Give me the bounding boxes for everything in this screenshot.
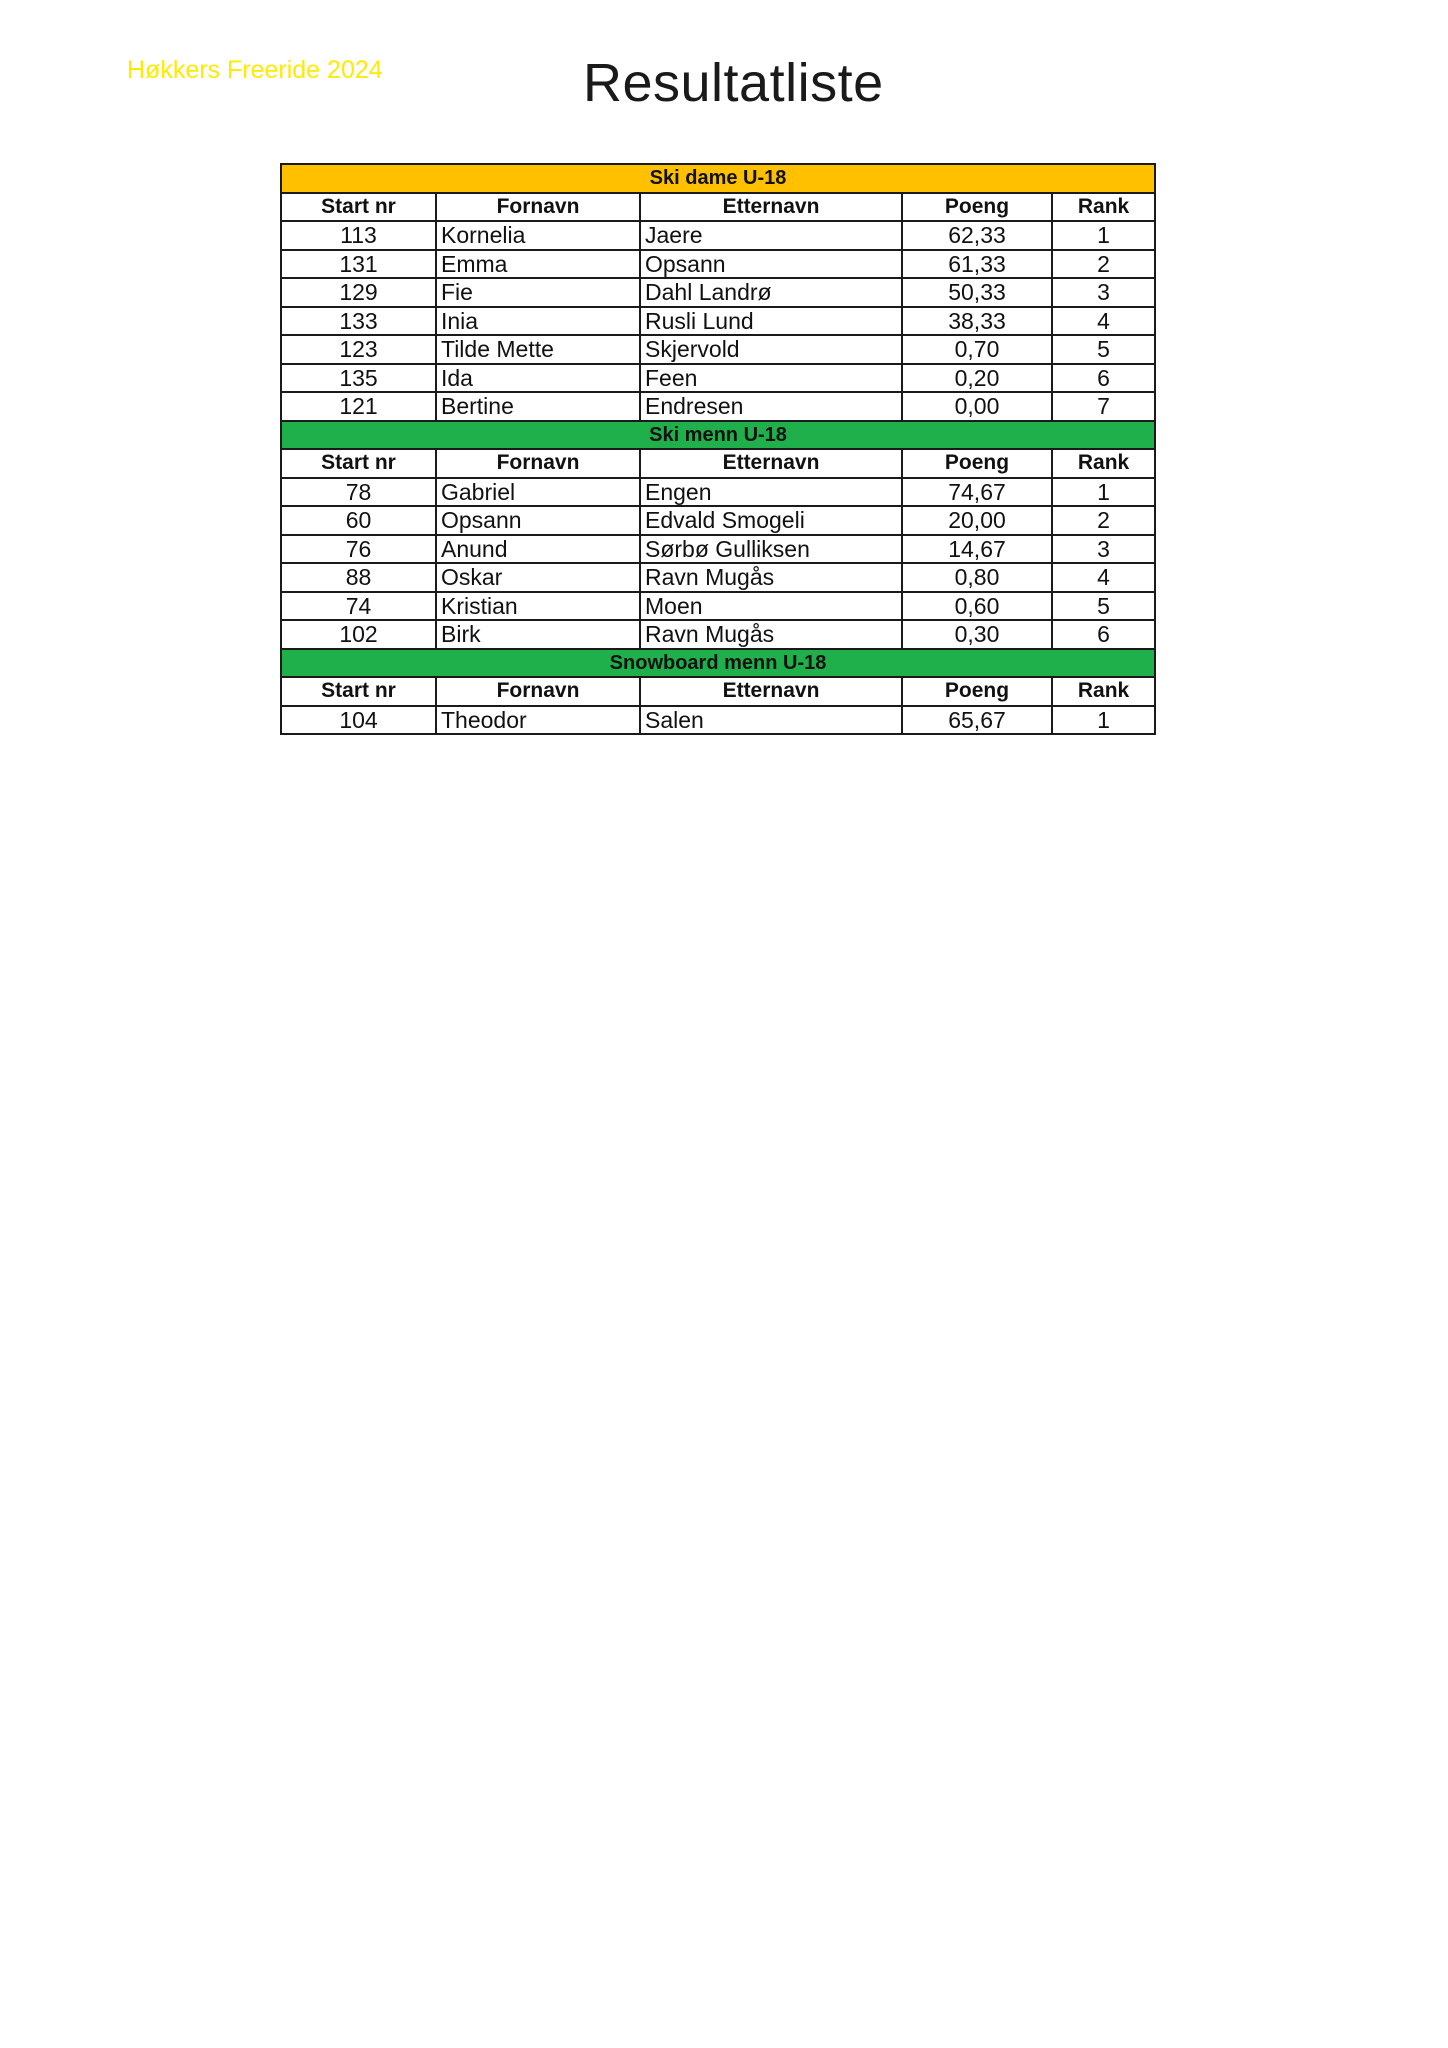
cell-start-nr: 135 [281,364,436,393]
table-row [281,392,1155,421]
cell-fornavn: Fie [436,278,640,307]
cell-start-nr: 74 [281,592,436,621]
table-row [281,535,1155,564]
table-row [281,335,1155,364]
table-row [281,620,1155,649]
cell-poeng: 0,80 [902,563,1052,592]
cell-fornavn: Tilde Mette [436,335,640,364]
cell-etternavn: Opsann [640,250,902,279]
cell-start-nr: 123 [281,335,436,364]
cell-poeng: 0,20 [902,364,1052,393]
cell-poeng: 61,33 [902,250,1052,279]
cell-rank: 6 [1052,364,1155,393]
cell-poeng: 38,33 [902,307,1052,336]
column-header-start-nr: Start nr [281,193,436,222]
column-header-etternavn: Etternavn [640,449,902,478]
cell-rank: 4 [1052,307,1155,336]
section-title: Ski dame U-18 [281,164,1155,193]
column-header-rank: Rank [1052,193,1155,222]
cell-poeng: 14,67 [902,535,1052,564]
cell-fornavn: Inia [436,307,640,336]
table-row [281,563,1155,592]
cell-poeng: 0,60 [902,592,1052,621]
cell-start-nr: 78 [281,478,436,507]
cell-poeng: 65,67 [902,706,1052,735]
section-header-row [281,421,1155,450]
cell-rank: 3 [1052,535,1155,564]
cell-etternavn: Moen [640,592,902,621]
cell-poeng: 20,00 [902,506,1052,535]
cell-etternavn: Engen [640,478,902,507]
table-row [281,478,1155,507]
column-header-poeng: Poeng [902,677,1052,706]
column-header-row [281,193,1155,222]
cell-start-nr: 131 [281,250,436,279]
cell-rank: 1 [1052,221,1155,250]
cell-fornavn: Gabriel [436,478,640,507]
cell-fornavn: Bertine [436,392,640,421]
cell-fornavn: Anund [436,535,640,564]
cell-fornavn: Theodor [436,706,640,735]
event-name: Høkkers Freeride 2024 [127,56,383,84]
cell-start-nr: 121 [281,392,436,421]
cell-start-nr: 133 [281,307,436,336]
cell-etternavn: Salen [640,706,902,735]
table-row [281,592,1155,621]
cell-etternavn: Ravn Mugås [640,563,902,592]
cell-fornavn: Kristian [436,592,640,621]
cell-etternavn: Edvald Smogeli [640,506,902,535]
section-header-row [281,164,1155,193]
cell-rank: 1 [1052,478,1155,507]
cell-rank: 3 [1052,278,1155,307]
cell-etternavn: Rusli Lund [640,307,902,336]
cell-poeng: 50,33 [902,278,1052,307]
section-header-row [281,649,1155,678]
cell-start-nr: 88 [281,563,436,592]
table-row [281,307,1155,336]
cell-start-nr: 129 [281,278,436,307]
cell-fornavn: Oskar [436,563,640,592]
cell-etternavn: Dahl Landrø [640,278,902,307]
cell-start-nr: 104 [281,706,436,735]
cell-start-nr: 60 [281,506,436,535]
table-row [281,278,1155,307]
column-header-fornavn: Fornavn [436,449,640,478]
cell-etternavn: Skjervold [640,335,902,364]
cell-rank: 7 [1052,392,1155,421]
cell-poeng: 74,67 [902,478,1052,507]
cell-rank: 6 [1052,620,1155,649]
table-row [281,250,1155,279]
cell-rank: 5 [1052,592,1155,621]
cell-rank: 2 [1052,250,1155,279]
column-header-etternavn: Etternavn [640,677,902,706]
table-row [281,506,1155,535]
table-row [281,706,1155,735]
column-header-fornavn: Fornavn [436,193,640,222]
cell-fornavn: Kornelia [436,221,640,250]
section-title: Snowboard menn U-18 [281,649,1155,678]
cell-fornavn: Opsann [436,506,640,535]
cell-etternavn: Feen [640,364,902,393]
cell-poeng: 0,00 [902,392,1052,421]
cell-start-nr: 102 [281,620,436,649]
column-header-etternavn: Etternavn [640,193,902,222]
column-header-rank: Rank [1052,677,1155,706]
cell-fornavn: Emma [436,250,640,279]
cell-rank: 4 [1052,563,1155,592]
cell-poeng: 62,33 [902,221,1052,250]
cell-etternavn: Endresen [640,392,902,421]
cell-rank: 1 [1052,706,1155,735]
cell-start-nr: 113 [281,221,436,250]
cell-poeng: 0,30 [902,620,1052,649]
cell-poeng: 0,70 [902,335,1052,364]
cell-etternavn: Sørbø Gulliksen [640,535,902,564]
table-row [281,221,1155,250]
cell-rank: 5 [1052,335,1155,364]
cell-etternavn: Jaere [640,221,902,250]
cell-etternavn: Ravn Mugås [640,620,902,649]
page-title: Resultatliste [583,53,884,113]
cell-rank: 2 [1052,506,1155,535]
cell-fornavn: Ida [436,364,640,393]
results-table-body [281,164,1155,734]
table-row [281,364,1155,393]
column-header-poeng: Poeng [902,193,1052,222]
column-header-row [281,449,1155,478]
column-header-fornavn: Fornavn [436,677,640,706]
column-header-start-nr: Start nr [281,677,436,706]
column-header-row [281,677,1155,706]
cell-fornavn: Birk [436,620,640,649]
cell-start-nr: 76 [281,535,436,564]
results-table [280,163,1156,735]
column-header-rank: Rank [1052,449,1155,478]
column-header-poeng: Poeng [902,449,1052,478]
column-header-start-nr: Start nr [281,449,436,478]
section-title: Ski menn U-18 [281,421,1155,450]
